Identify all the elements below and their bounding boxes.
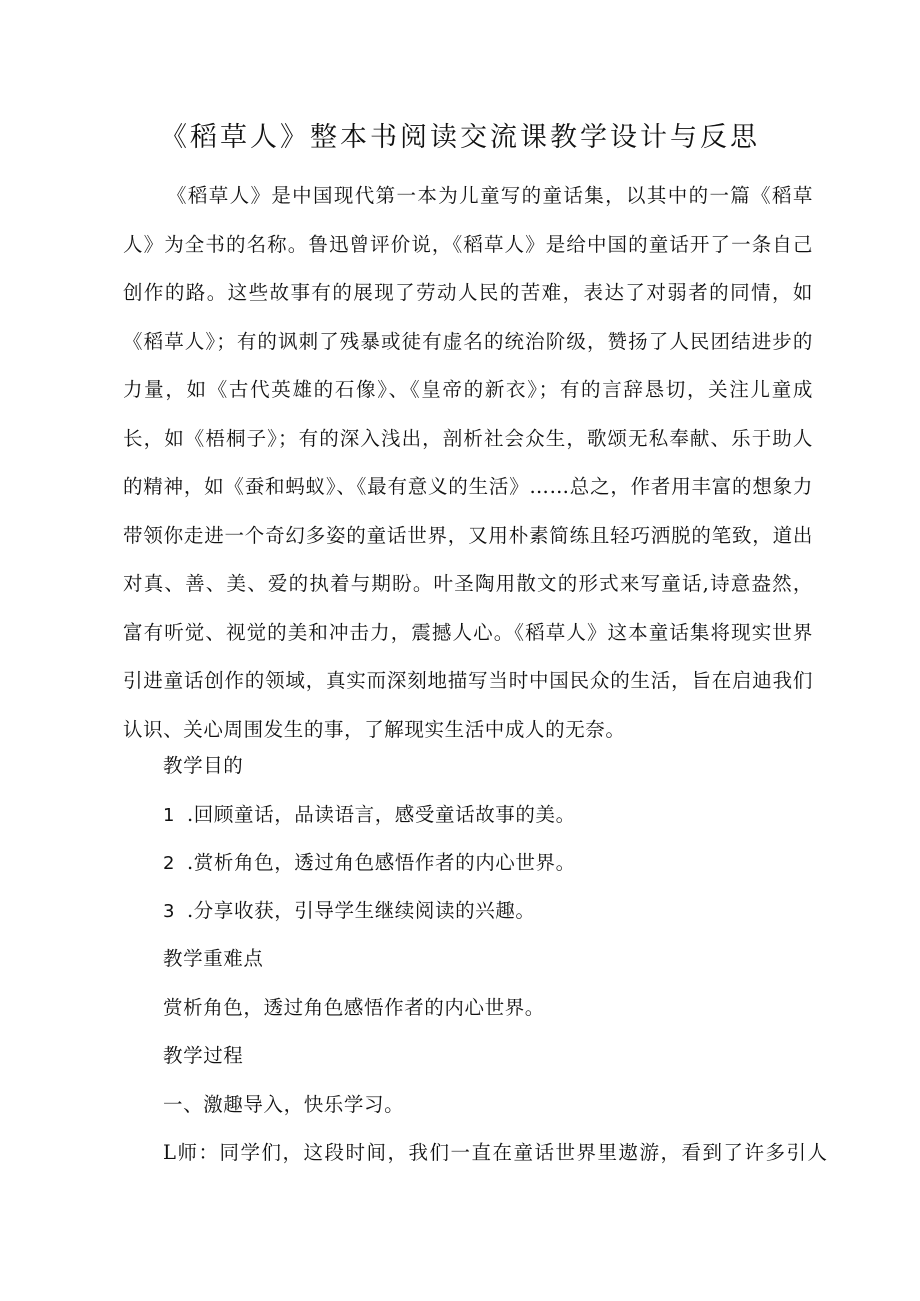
- objective-text: .分享收获，引导学生继续阅读的兴趣。: [187, 899, 536, 922]
- objective-number: 3: [163, 901, 176, 922]
- process-heading: 教学过程: [163, 1044, 244, 1067]
- objective-text: .赏析角色，透过角色感悟作者的内心世界。: [187, 851, 576, 874]
- key-points-heading: 教学重难点: [163, 947, 264, 970]
- objective-item-3: [163, 896, 803, 927]
- section-one-heading: 一、激趣导入，快乐学习。: [163, 1093, 405, 1116]
- objective-item-1: [163, 800, 803, 831]
- intro-paragraph: 《稻草人》是中国现代第一本为儿童写的童话集，以其中的一篇《稻草人》为全书的名称。鲁迅曾评价说，《稻草人》是给中国的童话开了一条自己创作的路。这些故事有的展现了劳动人民的苦难，表达了对弱者的同情，如《稻草人》；有的讽刺了残暴或徒有虚名的统治阶级，赞扬了人民团结进步的力量，如《古代英雄的石像》、《皇帝的新衣》；有的言辞恳切，关注儿童成长，如《梧桐子》；有的深入浅出，剖析社会众生，歌颂无私奉献、乐于助人的精神，如《蚕和蚂蚁》、《最有意义的生活》……总之，作者用丰富的想象力带领你走进一个奇幻多姿的童话世界，又用朴素简练且轻巧洒脱的笔致，道出对真、善、美、爱的执着与期盼。叶圣陶用散文的形式来写童话,诗意盎然，富有听觉、视觉的美和冲击力，震撼人心。《稻草人》这本童话集将现实世界引进童话创作的领域，真实而深刻地描写当时中国民众的生活，旨在启迪我们认识、关心周围发生的事，了解现实生活中成人的无奈。: [123, 184, 813, 741]
- key-points-text: 赏析角色，透过角色感悟作者的内心世界。: [163, 996, 545, 1019]
- teacher-line: L师：同学们，这段时间，我们一直在童话世界里遨游，看到了许多引人: [163, 1141, 829, 1164]
- objective-item-2: [163, 848, 803, 879]
- objective-number: 1: [163, 805, 176, 826]
- objective-text: .回顾童话，品读语言，感受童话故事的美。: [187, 803, 576, 826]
- objectives-heading: 教学目的: [163, 754, 244, 777]
- document-title: 《稻草人》整本书阅读交流课教学设计与反思: [160, 122, 760, 153]
- objective-number: 2: [163, 853, 176, 874]
